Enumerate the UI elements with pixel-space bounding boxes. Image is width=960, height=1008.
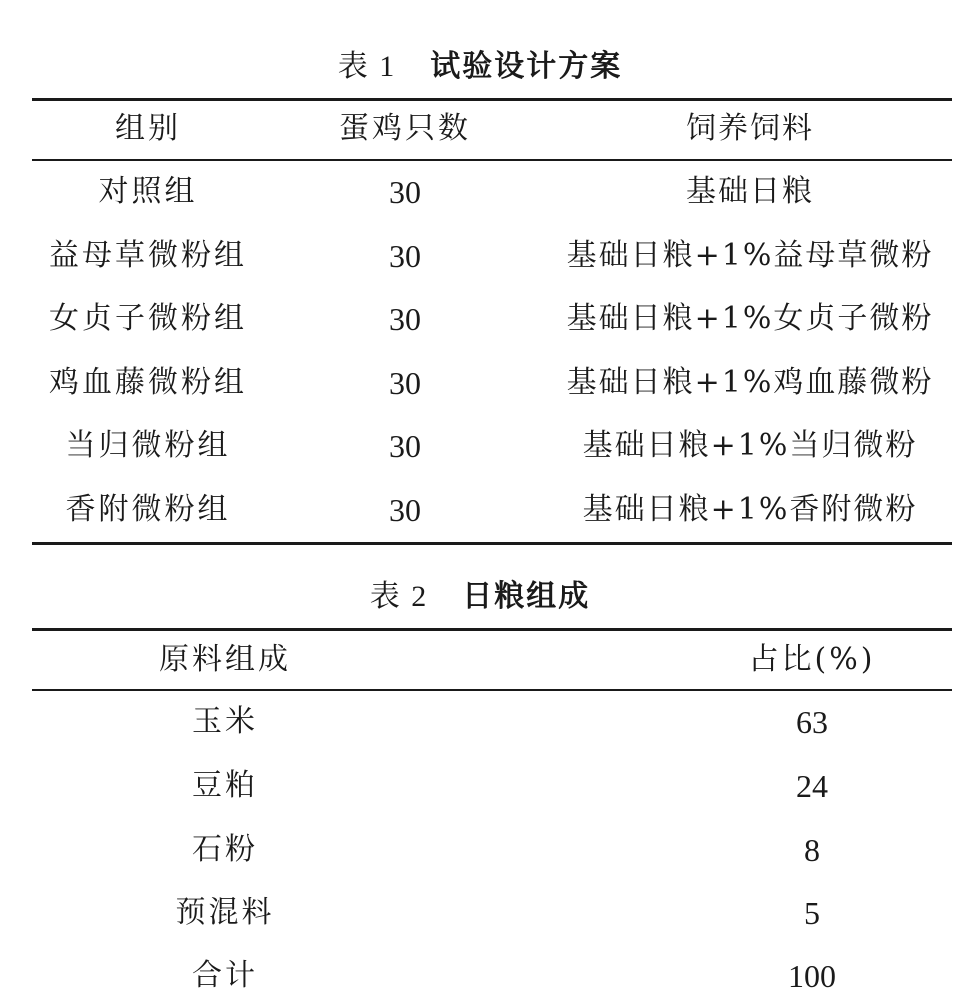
table-row: [0, 480, 960, 540]
table1-caption-number: 表 1: [337, 50, 397, 83]
table-row: [0, 289, 960, 349]
table-row: [0, 883, 960, 943]
table1-cell-feed: 基础日粮+1%香附微粉: [582, 492, 918, 527]
table1-cell-count: 30: [389, 238, 421, 274]
table1-cell-group: 鸡血藤微粉组: [49, 365, 247, 400]
table-row: [0, 353, 960, 413]
table1-cell-group: 对照组: [98, 174, 198, 209]
table1-cell-feed: 基础日粮+1%女贞子微粉: [566, 301, 934, 336]
table-row: [0, 416, 960, 476]
table1-cell-count: 30: [389, 365, 421, 401]
table2-cell-percent: 5: [804, 895, 820, 931]
table1-cell-feed: 基础日粮+1%当归微粉: [582, 428, 918, 463]
table1-cell-feed: 基础日粮: [686, 174, 814, 209]
table2-caption: [0, 577, 960, 617]
table2-cell-percent: 24: [796, 768, 828, 804]
table1-cell-group: 香附微粉组: [65, 492, 231, 527]
table2-cell-ingredient: 玉米: [192, 704, 258, 739]
table-row: [0, 162, 960, 222]
table-row: [0, 946, 960, 1006]
table2-cell-ingredient: 石粉: [192, 832, 258, 867]
table2-header-rule: [32, 689, 952, 691]
table2-header-row: [0, 630, 960, 690]
table1-header-feed: 饲养饲料: [686, 111, 814, 146]
table2-cell-percent: 63: [796, 704, 828, 740]
table1-header-rule: [32, 159, 952, 161]
table1-cell-group: 益母草微粉组: [49, 238, 247, 273]
table-row: [0, 226, 960, 286]
table1-caption: [0, 47, 960, 87]
table-row: [0, 756, 960, 816]
table2-cell-percent: 8: [804, 832, 820, 868]
table1-cell-group: 女贞子微粉组: [49, 301, 247, 336]
table2-cell-ingredient: 豆粕: [192, 768, 258, 803]
table2-header-percent: 占比(%): [748, 642, 876, 677]
table2-cell-ingredient: 合计: [192, 958, 258, 993]
table1-header-count: 蛋鸡只数: [339, 111, 471, 146]
table1-caption-title: 试验设计方案: [430, 49, 623, 84]
table2-caption-number: 表 2: [369, 580, 429, 613]
table1-header-row: [0, 99, 960, 159]
table-row: [0, 820, 960, 880]
table1-cell-count: 30: [389, 428, 421, 464]
table1-cell-count: 30: [389, 492, 421, 528]
table2-header-ingredient: 原料组成: [159, 642, 291, 677]
table2-cell-ingredient: 预混料: [175, 895, 275, 930]
table2-cell-percent: 100: [788, 958, 836, 994]
table1-cell-feed: 基础日粮+1%鸡血藤微粉: [566, 365, 934, 400]
table1-cell-group: 当归微粉组: [65, 428, 231, 463]
table1-cell-count: 30: [389, 301, 421, 337]
table2-caption-title: 日粮组成: [462, 579, 591, 614]
table1-header-group: 组别: [115, 111, 181, 146]
table-row: [0, 692, 960, 752]
table1-cell-count: 30: [389, 174, 421, 210]
table1-cell-feed: 基础日粮+1%益母草微粉: [566, 238, 934, 273]
table1-bottom-rule: [32, 542, 952, 545]
